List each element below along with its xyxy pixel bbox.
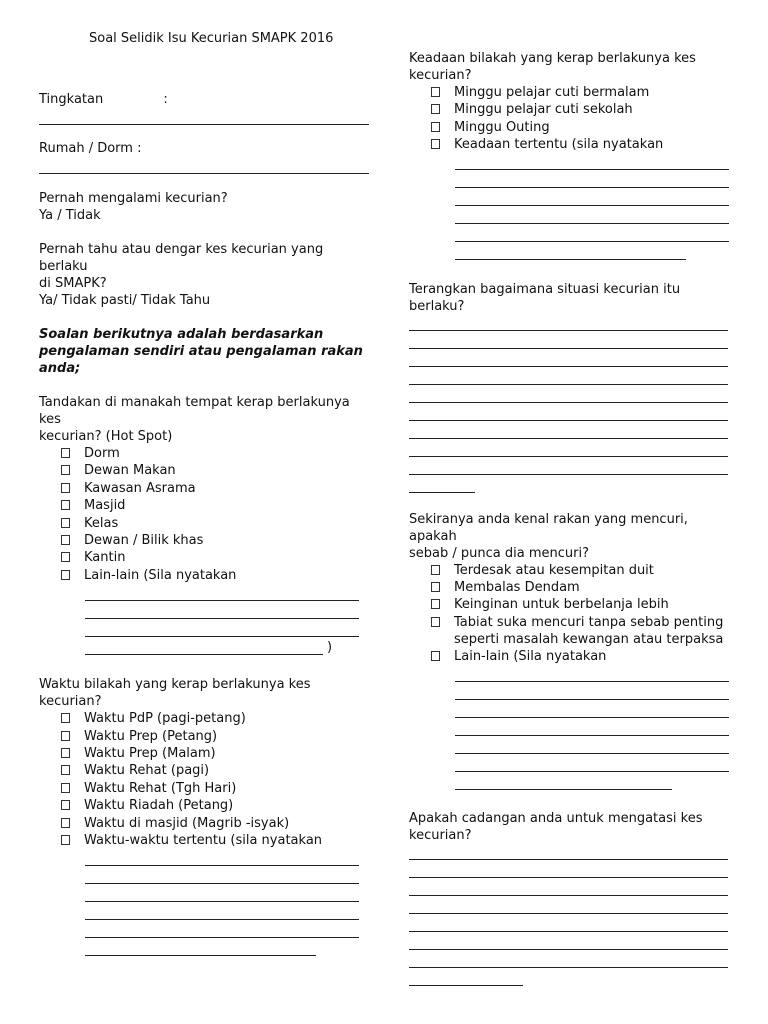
- answer-line[interactable]: [455, 684, 729, 701]
- keadaan-options: [409, 84, 739, 154]
- answer-line[interactable]: [85, 886, 359, 903]
- answer-line[interactable]: [455, 774, 672, 791]
- checkbox-icon[interactable]: [61, 500, 70, 510]
- question-tempat-line2: kecurian? (Hot Spot): [39, 429, 173, 444]
- left-column: [39, 30, 369, 958]
- waktu-other-lines[interactable]: [39, 850, 369, 957]
- note-line2: pengalaman sendiri atau pengalaman rakan: [39, 344, 363, 359]
- answer-line[interactable]: [409, 970, 523, 987]
- checkbox-icon[interactable]: [61, 570, 70, 580]
- keadaan-option[interactable]: Minggu pelajar cuti bermalam: [409, 84, 739, 101]
- answer-line[interactable]: [409, 477, 475, 494]
- answer-line[interactable]: [409, 369, 728, 386]
- tingkatan-label-row: [39, 91, 369, 108]
- tempat-option[interactable]: Kawasan Asrama: [39, 480, 369, 497]
- answer-line[interactable]: [409, 423, 728, 440]
- tempat-option[interactable]: Kantin: [39, 549, 369, 566]
- question-sebab-line2: sebab / punca dia mencuri?: [409, 545, 589, 561]
- answer-line[interactable]: [409, 952, 728, 969]
- checkbox-icon[interactable]: [431, 87, 440, 97]
- answer-line[interactable]: [409, 898, 728, 915]
- checkbox-icon[interactable]: [61, 713, 70, 723]
- answer-line[interactable]: [409, 351, 728, 368]
- question-waktu: Waktu bilakah yang kerap berlakunya kes kecurian?: [39, 677, 311, 710]
- answer-line[interactable]: [409, 315, 728, 332]
- checkbox-icon[interactable]: [61, 783, 70, 793]
- answer-line[interactable]: [409, 862, 728, 879]
- answer-line[interactable]: [409, 405, 728, 422]
- answer-line[interactable]: [409, 916, 728, 933]
- question-keadaan-line2: kecurian?: [409, 68, 472, 83]
- question-tahu-line1: Pernah tahu atau dengar kes kecurian yang berlaku: [39, 242, 324, 274]
- answer-line[interactable]: [85, 850, 359, 867]
- answer-line[interactable]: [409, 387, 728, 404]
- checkbox-icon[interactable]: [431, 582, 440, 592]
- right-column: [409, 50, 739, 988]
- waktu-option[interactable]: Waktu Prep (Petang): [39, 728, 369, 745]
- checkbox-icon[interactable]: [431, 617, 440, 627]
- page-title: Soal Selidik Isu Kecurian SMAPK 2016: [89, 31, 334, 46]
- tingkatan-colon: :: [163, 92, 168, 107]
- question-tempat-line1: Tandakan di manakah tempat kerap berlakunya kes: [39, 395, 350, 427]
- checkbox-icon[interactable]: [431, 651, 440, 661]
- answer-line[interactable]: [85, 922, 359, 939]
- answer-line[interactable]: [85, 868, 359, 885]
- tempat-option[interactable]: Masjid: [39, 497, 369, 514]
- checkbox-icon[interactable]: [61, 483, 70, 493]
- answer-line[interactable]: [85, 638, 323, 655]
- answer-pernah[interactable]: Ya / Tidak: [39, 208, 101, 223]
- checkbox-icon[interactable]: [61, 552, 70, 562]
- waktu-option[interactable]: Waktu PdP (pagi-petang): [39, 710, 369, 727]
- answer-line[interactable]: [455, 208, 729, 225]
- tempat-other-lines[interactable]: [39, 584, 369, 656]
- tempat-option[interactable]: Kelas: [39, 515, 369, 532]
- question-pernah: Pernah mengalami kecurian?: [39, 191, 228, 206]
- checkbox-icon[interactable]: [61, 818, 70, 828]
- waktu-option[interactable]: Waktu Prep (Malam): [39, 745, 369, 762]
- answer-line[interactable]: [455, 226, 729, 243]
- answer-line[interactable]: [85, 940, 316, 957]
- answer-line[interactable]: [409, 844, 728, 861]
- checkbox-icon[interactable]: [431, 599, 440, 609]
- sebab-option[interactable]: Membalas Dendam: [409, 579, 739, 596]
- checkbox-icon[interactable]: [431, 565, 440, 575]
- checkbox-icon[interactable]: [61, 465, 70, 475]
- answer-line[interactable]: [455, 756, 729, 773]
- waktu-options: [39, 710, 369, 849]
- answer-line[interactable]: [85, 584, 359, 601]
- sebab-options: [409, 562, 739, 666]
- checkbox-icon[interactable]: [61, 800, 70, 810]
- question-cadangan-line1: Apakah cadangan anda untuk mengatasi kes: [409, 810, 703, 826]
- answer-line[interactable]: [455, 666, 729, 683]
- checkbox-icon[interactable]: [61, 518, 70, 528]
- answer-line[interactable]: [85, 904, 359, 921]
- tempat-option[interactable]: Lain-lain (Sila nyatakan: [39, 567, 369, 584]
- answer-line[interactable]: [455, 154, 729, 171]
- question-tahu-line2: di SMAPK?: [39, 276, 107, 291]
- checkbox-icon[interactable]: [431, 122, 440, 132]
- keadaan-other-lines[interactable]: [409, 154, 739, 261]
- answer-line[interactable]: [455, 172, 729, 189]
- sebab-option[interactable]: Tabiat suka mencuri tanpa sebab penting: [409, 614, 739, 631]
- close-paren: ): [327, 640, 333, 656]
- rumah-field[interactable]: [39, 157, 369, 174]
- answer-line[interactable]: [455, 720, 729, 737]
- answer-line[interactable]: [455, 190, 729, 207]
- waktu-option[interactable]: Waktu Rehat (pagi): [39, 762, 369, 779]
- answer-line[interactable]: [455, 702, 729, 719]
- checkbox-icon[interactable]: [61, 835, 70, 845]
- answer-line[interactable]: [455, 738, 729, 755]
- tempat-option[interactable]: Dewan / Bilik khas: [39, 532, 369, 549]
- answer-line[interactable]: [409, 333, 728, 350]
- waktu-option[interactable]: Waktu Riadah (Petang): [39, 797, 369, 814]
- rumah-label: Rumah / Dorm :: [39, 141, 142, 156]
- checkbox-icon[interactable]: [431, 104, 440, 114]
- checkbox-icon[interactable]: [61, 748, 70, 758]
- situasi-lines[interactable]: [409, 315, 739, 494]
- question-sebab-line1: Sekiranya anda kenal rakan yang mencuri, apakah: [409, 511, 688, 544]
- tingkatan-label: Tingkatan: [39, 92, 104, 107]
- tempat-options: [39, 445, 369, 584]
- checkbox-icon[interactable]: [61, 765, 70, 775]
- checkbox-icon[interactable]: [61, 731, 70, 741]
- question-cadangan-line2: kecurian?: [409, 827, 472, 843]
- note-line3: anda;: [39, 361, 81, 376]
- answer-line[interactable]: [409, 880, 728, 897]
- checkbox-icon[interactable]: [431, 139, 440, 149]
- sebab-option-continuation: seperti masalah kewangan atau terpaksa: [454, 632, 724, 648]
- checkbox-icon[interactable]: [61, 535, 70, 545]
- keadaan-option[interactable]: Keadaan tertentu (sila nyatakan: [409, 136, 739, 153]
- answer-tahu[interactable]: Ya/ Tidak pasti/ Tidak Tahu: [39, 293, 211, 308]
- answer-line[interactable]: [85, 602, 359, 619]
- keadaan-option[interactable]: Minggu Outing: [409, 119, 739, 136]
- sebab-other-lines[interactable]: [409, 666, 739, 791]
- sebab-option[interactable]: Keinginan untuk berbelanja lebih: [409, 596, 739, 613]
- waktu-option[interactable]: Waktu-waktu tertentu (sila nyatakan: [39, 832, 369, 849]
- sebab-option[interactable]: Terdesak atau kesempitan duit: [409, 562, 739, 579]
- sebab-option[interactable]: Lain-lain (Sila nyatakan: [409, 648, 739, 665]
- note-line1: Soalan berikutnya adalah berdasarkan: [39, 327, 324, 342]
- tempat-option[interactable]: Dewan Makan: [39, 462, 369, 479]
- tempat-option[interactable]: Dorm: [39, 445, 369, 462]
- answer-line[interactable]: [409, 459, 728, 476]
- answer-line[interactable]: [409, 441, 728, 458]
- answer-line[interactable]: [409, 934, 728, 951]
- question-keadaan-line1: Keadaan bilakah yang kerap berlakunya kes: [409, 51, 696, 66]
- last-line-row: [85, 638, 369, 656]
- tingkatan-field[interactable]: [39, 108, 369, 125]
- cadangan-lines[interactable]: [409, 844, 739, 987]
- waktu-option[interactable]: Waktu di masjid (Magrib -isyak): [39, 815, 369, 832]
- keadaan-option[interactable]: Minggu pelajar cuti sekolah: [409, 101, 739, 118]
- answer-line[interactable]: [455, 244, 686, 261]
- question-situasi: Terangkan bagaimana situasi kecurian itu berlaku?: [409, 281, 681, 314]
- waktu-option[interactable]: Waktu Rehat (Tgh Hari): [39, 780, 369, 797]
- answer-line[interactable]: [85, 620, 359, 637]
- checkbox-icon[interactable]: [61, 448, 70, 458]
